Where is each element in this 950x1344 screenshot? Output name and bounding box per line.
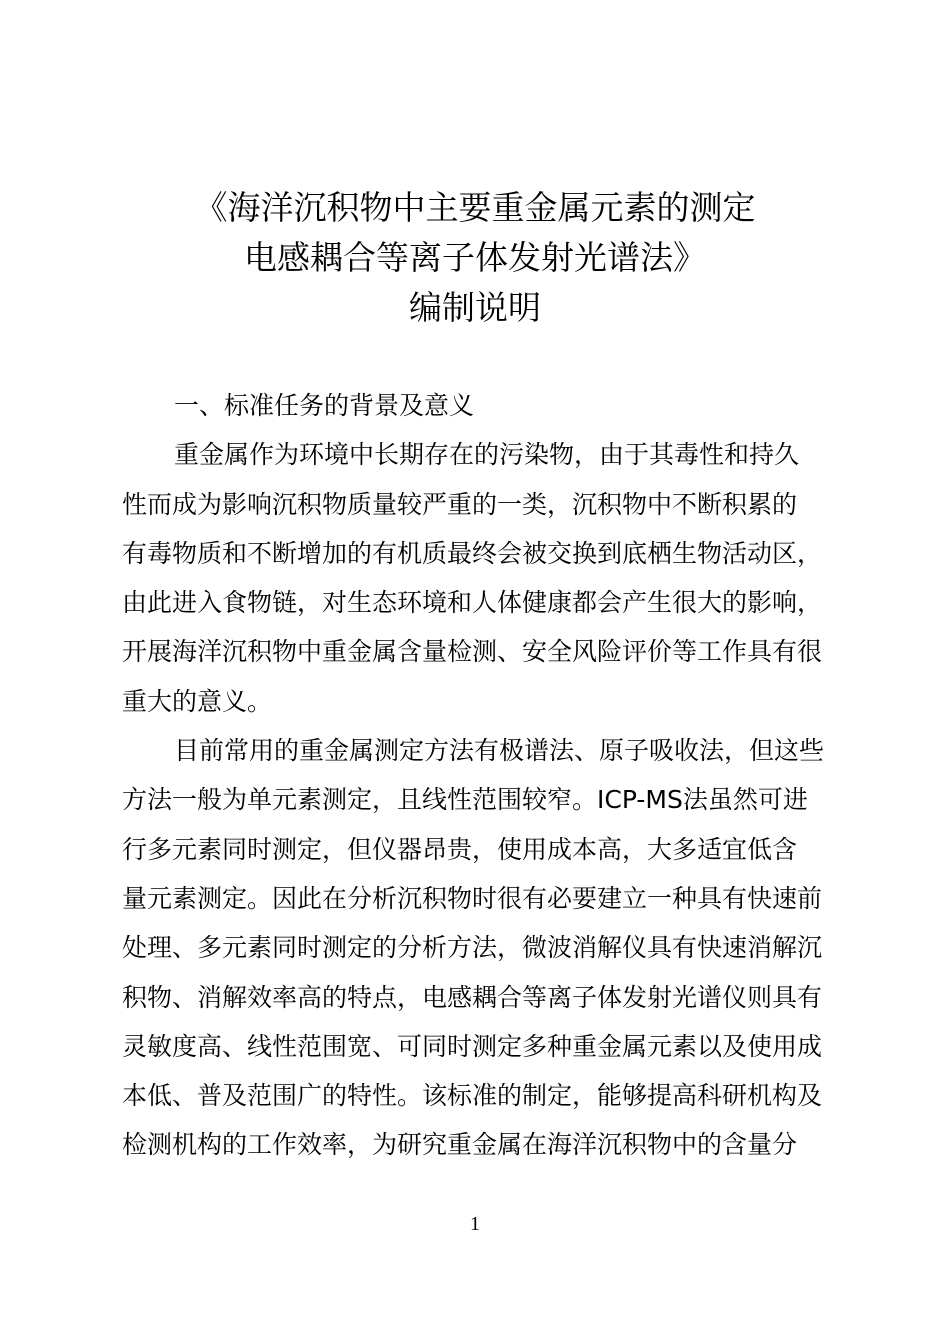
paragraph-line: 性而成为影响沉积物质量较严重的一类，沉积物中不断积累的	[122, 489, 798, 519]
title-line-2: 电感耦合等离子体发射光谱法》	[244, 238, 706, 277]
page-number: 1	[470, 1213, 480, 1235]
paragraph-line: 灵敏度高、线性范围宽、可同时测定多种重金属元素以及使用成	[122, 1031, 823, 1061]
document-title	[0, 183, 950, 333]
document-body	[122, 381, 834, 1170]
paragraph-line: 由此进入食物链，对生态环境和人体健康都会产生很大的影响，	[122, 588, 823, 618]
paragraph-line: 积物、消解效率高的特点，电感耦合等离子体发射光谱仪则具有	[122, 982, 823, 1012]
section-heading: 一、标准任务的背景及意义	[174, 391, 475, 420]
title-line-3: 编制说明	[409, 288, 541, 327]
paragraph-line: 处理、多元素同时测定的分析方法，微波消解仪具有快速消解沉	[122, 933, 823, 963]
paragraph-line: 开展海洋沉积物中重金属含量检测、安全风险评价等工作具有很	[122, 637, 823, 667]
paragraph-line: 本低、普及范围广的特性。该标准的制定，能够提高科研机构及	[122, 1081, 823, 1111]
paragraph-line: 行多元素同时测定，但仪器昂贵，使用成本高，大多适宜低含	[122, 834, 798, 864]
paragraph-line: 量元素测定。因此在分析沉积物时很有必要建立一种具有快速前	[122, 883, 823, 913]
paragraph-line: 检测机构的工作效率，为研究重金属在海洋沉积物中的含量分	[122, 1130, 798, 1160]
paragraph-2	[122, 726, 834, 1170]
paragraph-line: 重大的意义。	[122, 686, 273, 716]
title-line-1: 《海洋沉积物中主要重金属元素的测定	[194, 188, 756, 227]
paragraph-line: 目前常用的重金属测定方法有极谱法、原子吸收法，但这些	[174, 736, 825, 766]
paragraph-line: 有毒物质和不断增加的有机质最终会被交换到底栖生物活动区，	[122, 538, 823, 568]
paragraph-1	[122, 430, 834, 726]
paragraph-line: 重金属作为环境中长期存在的污染物，由于其毒性和持久	[174, 440, 800, 470]
paragraph-line: 方法一般为单元素测定，且线性范围较窄。ICP-MS法虽然可进	[122, 785, 808, 815]
